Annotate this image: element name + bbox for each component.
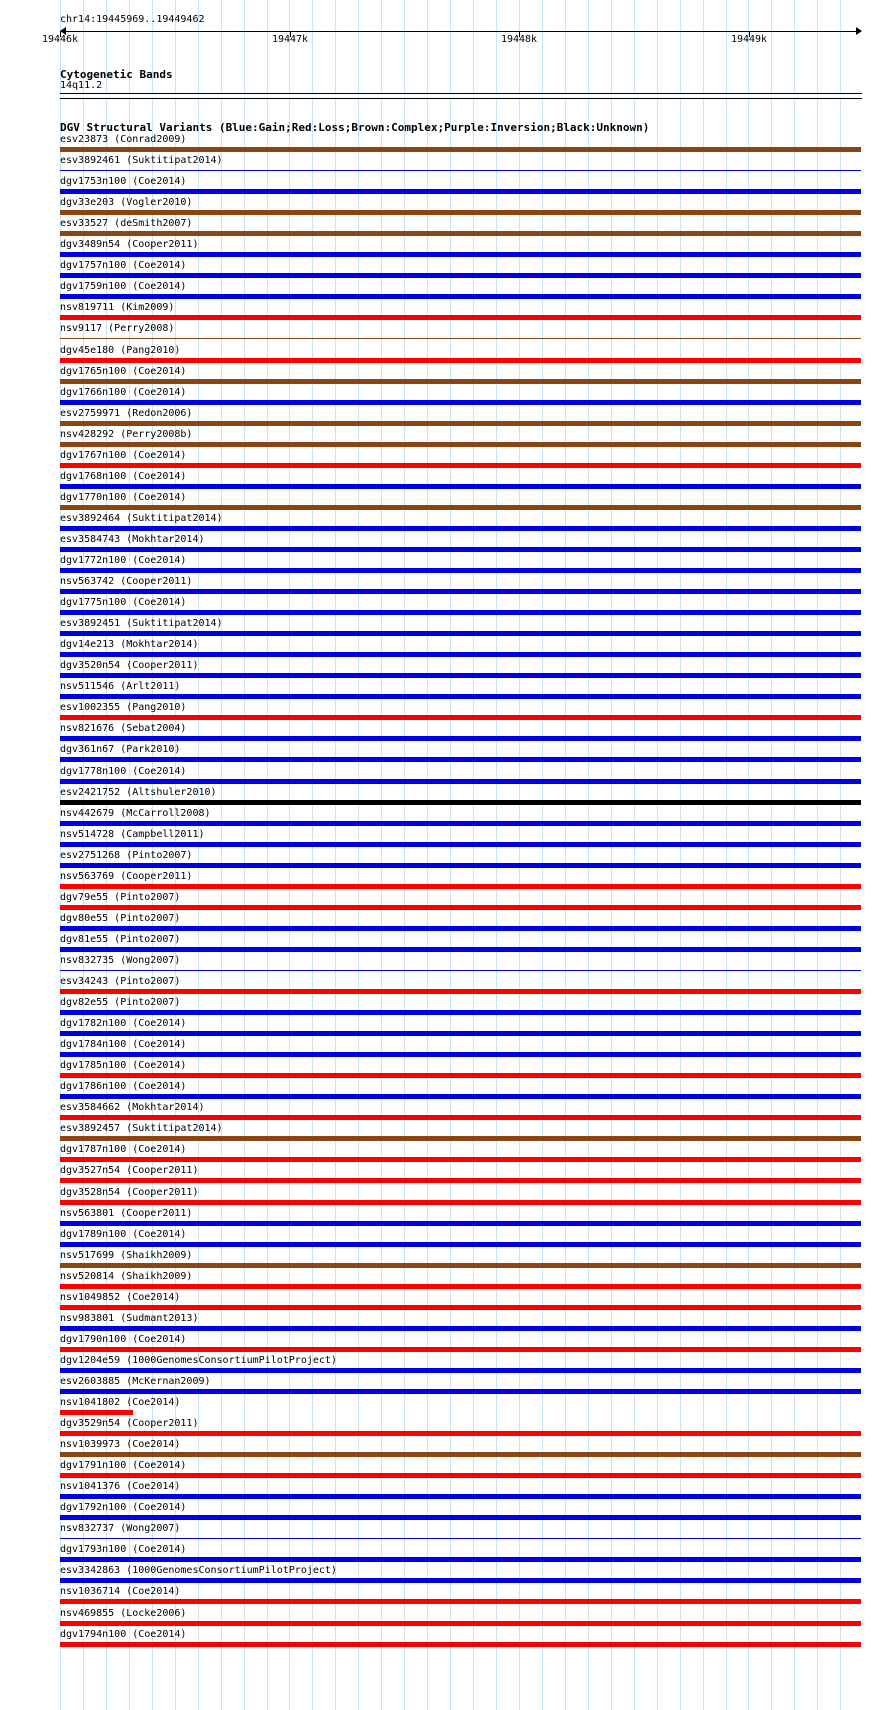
feature-label[interactable]: nsv520814 (Shaikh2009) bbox=[60, 1271, 193, 1282]
feature-label[interactable]: nsv563801 (Cooper2011) bbox=[60, 1208, 193, 1219]
feature-label[interactable]: dgv1775n100 (Coe2014) bbox=[60, 597, 187, 608]
feature-bar[interactable] bbox=[60, 1515, 861, 1520]
feature-bar[interactable] bbox=[60, 736, 861, 741]
feature-bar[interactable] bbox=[60, 779, 861, 784]
feature-label[interactable]: nsv821676 (Sebat2004) bbox=[60, 723, 187, 734]
feature-bar[interactable] bbox=[60, 1599, 861, 1604]
dgv-track-title: DGV Structural Variants (Blue:Gain;Red:Loss;Brown:Complex;Purple:Inversion;Black:Unknown) bbox=[60, 121, 650, 134]
feature-bar[interactable] bbox=[60, 1178, 861, 1183]
feature-bar[interactable] bbox=[60, 1347, 861, 1352]
feature-label[interactable]: dgv14e213 (Mokhtar2014) bbox=[60, 639, 199, 650]
feature-bar[interactable] bbox=[60, 147, 861, 152]
feature-label[interactable]: dgv1782n100 (Coe2014) bbox=[60, 1018, 187, 1029]
feature-bar[interactable] bbox=[60, 863, 861, 868]
feature-label[interactable]: esv33527 (deSmith2007) bbox=[60, 218, 193, 229]
feature-bar[interactable] bbox=[60, 400, 861, 405]
feature-label[interactable]: dgv361n67 (Park2010) bbox=[60, 744, 181, 755]
feature-label[interactable]: nsv832737 (Wong2007) bbox=[60, 1523, 181, 1534]
feature-bar[interactable] bbox=[60, 358, 861, 363]
feature-label[interactable]: esv3892461 (Suktitipat2014) bbox=[60, 155, 223, 166]
feature-bar[interactable] bbox=[60, 315, 861, 320]
feature-bar[interactable] bbox=[60, 970, 861, 971]
feature-label[interactable]: dgv1753n100 (Coe2014) bbox=[60, 176, 187, 187]
cytoband-track-title: Cytogenetic Bands bbox=[60, 68, 173, 81]
feature-bar[interactable] bbox=[60, 1473, 861, 1478]
feature-label[interactable]: dgv1790n100 (Coe2014) bbox=[60, 1334, 187, 1345]
feature-bar[interactable] bbox=[60, 610, 861, 615]
ruler-axis bbox=[60, 31, 861, 32]
feature-bar[interactable] bbox=[60, 170, 861, 171]
feature-bar[interactable] bbox=[60, 589, 861, 594]
feature-bar[interactable] bbox=[60, 294, 861, 299]
feature-bar[interactable] bbox=[60, 1073, 861, 1078]
feature-bar[interactable] bbox=[60, 210, 861, 215]
feature-label[interactable]: nsv819711 (Kim2009) bbox=[60, 302, 175, 313]
feature-bar[interactable] bbox=[60, 526, 861, 531]
feature-label[interactable]: esv3584662 (Mokhtar2014) bbox=[60, 1102, 205, 1113]
feature-label[interactable]: esv23873 (Conrad2009) bbox=[60, 134, 187, 145]
feature-bar[interactable] bbox=[60, 1642, 861, 1647]
feature-bar[interactable] bbox=[60, 1538, 861, 1539]
feature-label[interactable]: dgv3529n54 (Cooper2011) bbox=[60, 1418, 199, 1429]
feature-label[interactable]: esv2421752 (Altshuler2010) bbox=[60, 787, 217, 798]
feature-bar[interactable] bbox=[60, 1157, 861, 1162]
feature-label[interactable]: dgv1765n100 (Coe2014) bbox=[60, 366, 187, 377]
ruler-tick-label: 19448k bbox=[500, 34, 538, 45]
feature-label[interactable]: dgv81e55 (Pinto2007) bbox=[60, 934, 181, 945]
feature-label[interactable]: nsv517699 (Shaikh2009) bbox=[60, 1250, 193, 1261]
feature-label[interactable]: nsv442679 (McCarroll2008) bbox=[60, 808, 211, 819]
feature-label[interactable]: dgv3527n54 (Cooper2011) bbox=[60, 1165, 199, 1176]
feature-label[interactable]: nsv469855 (Locke2006) bbox=[60, 1608, 187, 1619]
feature-bar[interactable] bbox=[60, 1284, 861, 1289]
feature-label[interactable]: nsv563742 (Cooper2011) bbox=[60, 576, 193, 587]
feature-bar[interactable] bbox=[60, 673, 861, 678]
feature-bar[interactable] bbox=[60, 1200, 861, 1205]
feature-label[interactable]: dgv1789n100 (Coe2014) bbox=[60, 1229, 187, 1240]
feature-label[interactable]: nsv832735 (Wong2007) bbox=[60, 955, 181, 966]
feature-bar[interactable] bbox=[60, 1368, 861, 1373]
feature-label[interactable]: dgv1786n100 (Coe2014) bbox=[60, 1081, 187, 1092]
feature-label[interactable]: dgv1768n100 (Coe2014) bbox=[60, 471, 187, 482]
feature-bar[interactable] bbox=[60, 379, 861, 384]
feature-bar[interactable] bbox=[60, 989, 861, 994]
feature-bar[interactable] bbox=[60, 252, 861, 257]
feature-label[interactable]: dgv1792n100 (Coe2014) bbox=[60, 1502, 187, 1513]
feature-bar[interactable] bbox=[60, 1452, 861, 1457]
feature-bar[interactable] bbox=[60, 1052, 861, 1057]
feature-bar[interactable] bbox=[60, 1389, 861, 1394]
feature-label[interactable]: dgv1784n100 (Coe2014) bbox=[60, 1039, 187, 1050]
feature-bar[interactable] bbox=[60, 1326, 861, 1331]
feature-label[interactable]: esv2759971 (Redon2006) bbox=[60, 408, 193, 419]
feature-bar[interactable] bbox=[60, 484, 861, 489]
feature-label[interactable]: dgv3489n54 (Cooper2011) bbox=[60, 239, 199, 250]
feature-label[interactable]: dgv1766n100 (Coe2014) bbox=[60, 387, 187, 398]
feature-label[interactable]: dgv45e180 (Pang2010) bbox=[60, 345, 181, 356]
cytoband-label: 14q11.2 bbox=[60, 80, 103, 91]
feature-bar[interactable] bbox=[60, 1221, 861, 1226]
feature-bar[interactable] bbox=[60, 800, 861, 805]
feature-bar[interactable] bbox=[60, 1494, 861, 1499]
feature-label[interactable]: dgv79e55 (Pinto2007) bbox=[60, 892, 181, 903]
feature-bar[interactable] bbox=[60, 505, 861, 510]
region-label: chr14:19445969..19449462 bbox=[60, 14, 205, 25]
feature-label[interactable]: nsv514728 (Campbell2011) bbox=[60, 829, 205, 840]
feature-label[interactable]: nsv1049852 (Coe2014) bbox=[60, 1292, 181, 1303]
feature-label[interactable]: dgv3520n54 (Cooper2011) bbox=[60, 660, 199, 671]
feature-label[interactable]: nsv428292 (Perry2008b) bbox=[60, 429, 193, 440]
ruler-tick-label: 19446k bbox=[41, 34, 79, 45]
feature-bar[interactable] bbox=[60, 1557, 861, 1562]
feature-label[interactable]: dgv1793n100 (Coe2014) bbox=[60, 1544, 187, 1555]
feature-bar[interactable] bbox=[60, 1010, 861, 1015]
feature-label[interactable]: nsv563769 (Cooper2011) bbox=[60, 871, 193, 882]
feature-bar[interactable] bbox=[60, 442, 861, 447]
feature-bar[interactable] bbox=[60, 884, 861, 889]
ruler-tick-label: 19449k bbox=[730, 34, 768, 45]
feature-label[interactable]: dgv1785n100 (Coe2014) bbox=[60, 1060, 187, 1071]
feature-bar[interactable] bbox=[60, 547, 861, 552]
feature-bar[interactable] bbox=[60, 189, 861, 194]
feature-label[interactable]: dgv1757n100 (Coe2014) bbox=[60, 260, 187, 271]
feature-label[interactable]: dgv1778n100 (Coe2014) bbox=[60, 766, 187, 777]
feature-bar[interactable] bbox=[60, 1578, 861, 1583]
feature-bar[interactable] bbox=[60, 926, 861, 931]
feature-label[interactable]: esv3342863 (1000GenomesConsortiumPilotProject) bbox=[60, 1565, 337, 1576]
feature-bar[interactable] bbox=[60, 1031, 861, 1036]
feature-bar[interactable] bbox=[60, 1305, 861, 1310]
feature-bar[interactable] bbox=[60, 842, 861, 847]
feature-label[interactable]: nsv511546 (Arlt2011) bbox=[60, 681, 181, 692]
feature-bar[interactable] bbox=[60, 1621, 861, 1626]
feature-bar[interactable] bbox=[60, 652, 861, 657]
feature-label[interactable]: dgv33e203 (Vogler2010) bbox=[60, 197, 193, 208]
feature-bar[interactable] bbox=[60, 568, 861, 573]
feature-label[interactable]: dgv1204e59 (1000GenomesConsortiumPilotProject) bbox=[60, 1355, 337, 1366]
feature-label[interactable]: nsv1041802 (Coe2014) bbox=[60, 1397, 181, 1408]
feature-bar[interactable] bbox=[60, 694, 861, 699]
feature-bar[interactable] bbox=[60, 631, 861, 636]
feature-label[interactable]: dgv1759n100 (Coe2014) bbox=[60, 281, 187, 292]
feature-label[interactable]: dgv82e55 (Pinto2007) bbox=[60, 997, 181, 1008]
feature-label[interactable]: esv3584743 (Mokhtar2014) bbox=[60, 534, 205, 545]
feature-label[interactable]: nsv1036714 (Coe2014) bbox=[60, 1586, 181, 1597]
feature-bar[interactable] bbox=[60, 338, 861, 339]
feature-label[interactable]: dgv80e55 (Pinto2007) bbox=[60, 913, 181, 924]
feature-label[interactable]: esv34243 (Pinto2007) bbox=[60, 976, 181, 987]
feature-label[interactable]: dgv1770n100 (Coe2014) bbox=[60, 492, 187, 503]
feature-label[interactable]: dgv1767n100 (Coe2014) bbox=[60, 450, 187, 461]
feature-label[interactable]: nsv1039973 (Coe2014) bbox=[60, 1439, 181, 1450]
feature-label[interactable]: esv3892457 (Suktitipat2014) bbox=[60, 1123, 223, 1134]
feature-bar[interactable] bbox=[60, 273, 861, 278]
feature-bar[interactable] bbox=[60, 1136, 861, 1141]
feature-label[interactable]: esv1002355 (Pang2010) bbox=[60, 702, 187, 713]
feature-label[interactable]: esv3892464 (Suktitipat2014) bbox=[60, 513, 223, 524]
feature-label[interactable]: esv3892451 (Suktitipat2014) bbox=[60, 618, 223, 629]
feature-label[interactable]: dgv1787n100 (Coe2014) bbox=[60, 1144, 187, 1155]
ruler-right-arrow bbox=[856, 27, 862, 35]
feature-bar[interactable] bbox=[60, 715, 861, 720]
feature-label[interactable]: nsv1041376 (Coe2014) bbox=[60, 1481, 181, 1492]
feature-bar[interactable] bbox=[60, 947, 861, 952]
feature-bar[interactable] bbox=[60, 231, 861, 236]
feature-label[interactable]: dgv1791n100 (Coe2014) bbox=[60, 1460, 187, 1471]
feature-label[interactable]: esv2603885 (McKernan2009) bbox=[60, 1376, 211, 1387]
feature-label[interactable]: nsv983801 (Sudmant2013) bbox=[60, 1313, 199, 1324]
feature-bar[interactable] bbox=[60, 1410, 133, 1415]
feature-bar[interactable] bbox=[60, 1263, 861, 1268]
feature-bar[interactable] bbox=[60, 1115, 861, 1120]
cytoband-band bbox=[60, 93, 862, 99]
feature-bar[interactable] bbox=[60, 1431, 861, 1436]
feature-bar[interactable] bbox=[60, 1094, 861, 1099]
feature-label[interactable]: dgv1772n100 (Coe2014) bbox=[60, 555, 187, 566]
feature-label[interactable]: esv2751268 (Pinto2007) bbox=[60, 850, 193, 861]
feature-bar[interactable] bbox=[60, 1242, 861, 1247]
feature-bar[interactable] bbox=[60, 821, 861, 826]
ruler-tick-label: 19447k bbox=[271, 34, 309, 45]
feature-bar[interactable] bbox=[60, 757, 861, 762]
feature-label[interactable]: dgv1794n100 (Coe2014) bbox=[60, 1629, 187, 1640]
feature-bar[interactable] bbox=[60, 421, 861, 426]
feature-label[interactable]: dgv3528n54 (Cooper2011) bbox=[60, 1187, 199, 1198]
feature-bar[interactable] bbox=[60, 905, 861, 910]
feature-bar[interactable] bbox=[60, 463, 861, 468]
feature-label[interactable]: nsv9117 (Perry2008) bbox=[60, 323, 175, 334]
